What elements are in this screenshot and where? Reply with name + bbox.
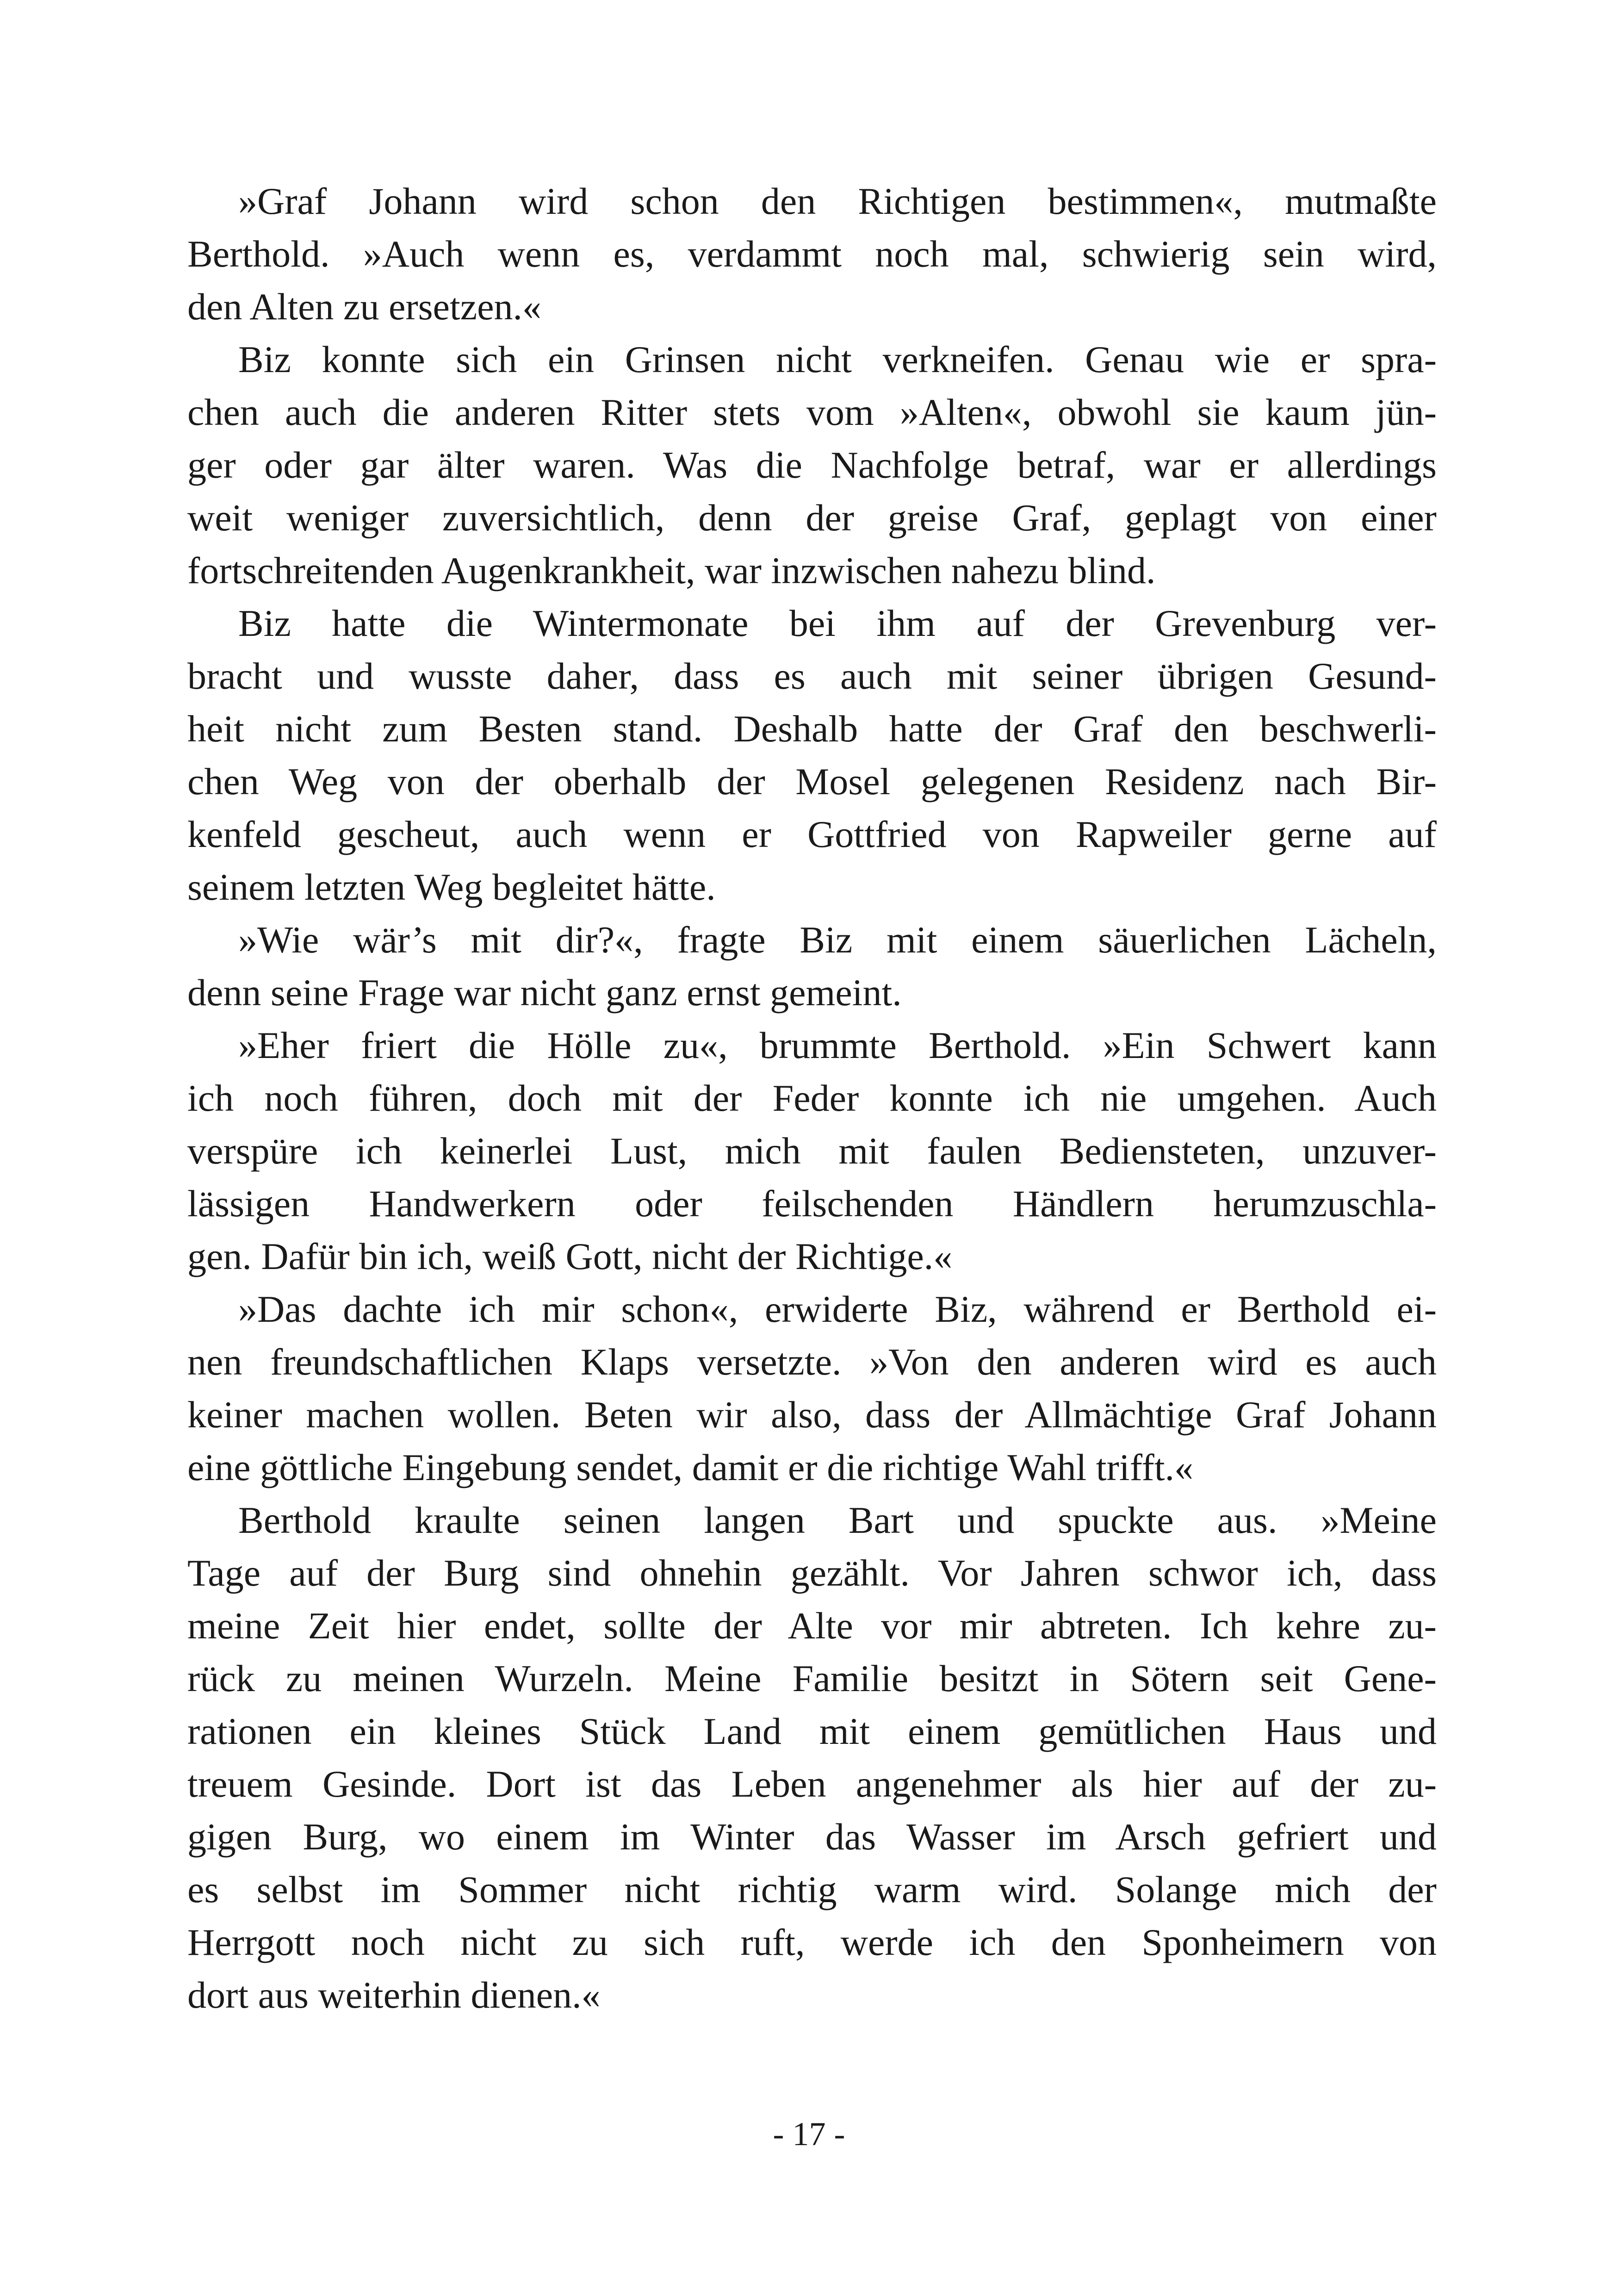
text-line: nen freundschaftlichen Klaps versetzte. »Von den anderen wird es auch (187, 1341, 1437, 1383)
paragraph (187, 1019, 1437, 1283)
paragraph (187, 1283, 1437, 1494)
text-line: chen auch die anderen Ritter stets vom »Alten«, obwohl sie kaum jün- (187, 391, 1437, 433)
page-number: - 17 - (773, 2116, 845, 2153)
text-line: ich noch führen, doch mit der Feder konnte ich nie umgehen. Auch (187, 1077, 1437, 1119)
text-line: gigen Burg, wo einem im Winter das Wasser im Arsch gefriert und (187, 1816, 1437, 1858)
text-line: heit nicht zum Besten stand. Deshalb hatte der Graf den beschwerli- (187, 708, 1437, 750)
paragraph (187, 333, 1437, 597)
text-line: »Eher friert die Hölle zu«, brummte Berthold. »Ein Schwert kann (238, 1024, 1437, 1066)
text-line: dort aus weiterhin dienen.« (187, 1974, 601, 2016)
text-line: seinem letzten Weg begleitet hätte. (187, 866, 716, 908)
text-line: treuem Gesinde. Dort ist das Leben angenehmer als hier auf der zu- (187, 1763, 1437, 1805)
text-line: verspüre ich keinerlei Lust, mich mit faulen Bediensteten, unzuver- (187, 1130, 1437, 1172)
text-line: chen Weg von der oberhalb der Mosel gelegenen Residenz nach Bir- (187, 760, 1437, 803)
text-line: denn seine Frage war nicht ganz ernst gemeint. (187, 971, 902, 1014)
text-line: eine göttliche Eingebung sendet, damit er die richtige Wahl trifft.« (187, 1446, 1194, 1488)
text-line: »Das dachte ich mir schon«, erwiderte Biz, während er Berthold ei- (238, 1288, 1437, 1330)
text-line: Herrgott noch nicht zu sich ruft, werde ich den Sponheimern von (187, 1921, 1437, 1963)
text-line: kenfeld gescheut, auch wenn er Gottfried von Rapweiler gerne auf (187, 813, 1437, 855)
paragraph (187, 914, 1437, 1019)
text-line: »Wie wär’s mit dir?«, fragte Biz mit einem säuerlichen Lächeln, (238, 919, 1437, 961)
body-text (187, 175, 1437, 2022)
text-line: Tage auf der Burg sind ohnehin gezählt. Vor Jahren schwor ich, dass (187, 1552, 1437, 1594)
text-line: Biz hatte die Wintermonate bei ihm auf der Grevenburg ver- (238, 602, 1437, 644)
text-line: Berthold. »Auch wenn es, verdammt noch mal, schwierig sein wird, (187, 233, 1437, 275)
text-line: bracht und wusste daher, dass es auch mit seiner übrigen Gesund- (187, 655, 1437, 697)
text-line: es selbst im Sommer nicht richtig warm wird. Solange mich der (187, 1868, 1437, 1910)
paragraph (187, 1494, 1437, 2022)
text-line: lässigen Handwerkern oder feilschenden Händlern herumzuschla- (187, 1182, 1437, 1225)
text-line: gen. Dafür bin ich, weiß Gott, nicht der Richtige.« (187, 1235, 953, 1277)
text-line: »Graf Johann wird schon den Richtigen bestimmen«, mutmaßte (238, 180, 1437, 222)
text-line: weit weniger zuversichtlich, denn der greise Graf, geplagt von einer (187, 497, 1437, 539)
text-line: ger oder gar älter waren. Was die Nachfolge betraf, war er allerdings (187, 444, 1437, 486)
text-line: den Alten zu ersetzen.« (187, 286, 542, 328)
text-line: fortschreitenden Augenkrankheit, war inzwischen nahezu blind. (187, 549, 1156, 591)
paragraph (187, 597, 1437, 914)
text-line: meine Zeit hier endet, sollte der Alte vor mir abtreten. Ich kehre zu- (187, 1605, 1437, 1647)
paragraph (187, 175, 1437, 333)
text-line: Berthold kraulte seinen langen Bart und spuckte aus. »Meine (238, 1499, 1437, 1541)
text-line: rück zu meinen Wurzeln. Meine Familie besitzt in Sötern seit Gene- (187, 1657, 1437, 1699)
text-line: rationen ein kleines Stück Land mit einem gemütlichen Haus und (187, 1710, 1437, 1752)
text-line: keiner machen wollen. Beten wir also, dass der Allmächtige Graf Johann (187, 1394, 1437, 1436)
text-line: Biz konnte sich ein Grinsen nicht verkneifen. Genau wie er spra- (238, 338, 1437, 380)
